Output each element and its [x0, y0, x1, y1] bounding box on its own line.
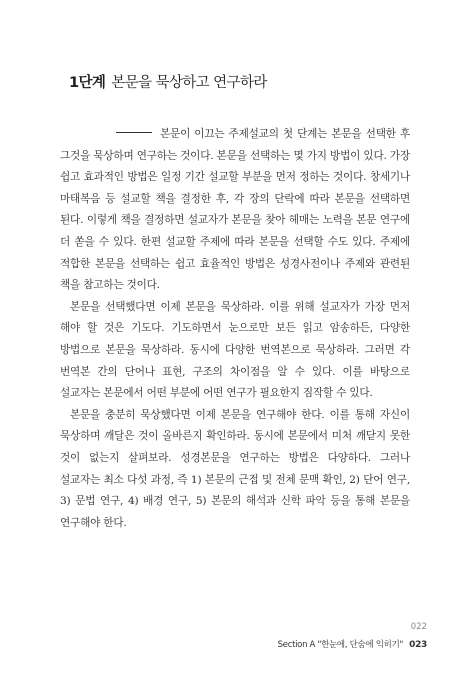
- footer-section-title: Section A "한눈에, 단숨에 익히기": [277, 640, 404, 650]
- step-label: 1단계: [69, 75, 106, 91]
- paragraph-text: 본문이 이끄는 주제설교의 첫 단계는 본문을 선택한 후 그것을 묵상하며 연구하는 것이다. 본문을 선택하는 몇 가지 방법이 있다. 가장 쉽고 효과적인 방법은 일정 기간 설교할 부분을 먼저 정하는 것이다. 창세기나 마태복음 등 설교할 책을 결정한 후, 각 장의 단락에 따라 본문을 선택하면 된다. 이렇게 책을 결정하면 설교자가 본문을 찾아 헤매는 노력을 본문 연구에 더 쏟을 수 있다. 한편 설교할 주제에 따라 본문을 선택할 수도 있다. 주제에 적합한 본문을 선택하는 쉽고 효율적인 방법은 성경사전이나 주제와 관련된 책을 참고하는 것이다.: [60, 128, 410, 292]
- paragraph: 본문을 충분히 묵상했다면 이제 본문을 연구해야 한다. 이를 통해 자신이 묵상하며 깨달은 것이 올바른지 확인하라. 동시에 본문에서 미처 깨닫지 못한 것이 없는지 살펴보라. 성경본문을 연구하는 방법은 다양하다. 그러나 설교자는 최소 다섯 과정, 즉 1) 본문의 근접 및 전체 문맥 확인, 2) 단어 연구, 3) 문법 연구, 4) 배경 연구, 5) 본문의 해석과 신학 파악 등을 통해 본문을 연구해야 한다.: [60, 408, 410, 529]
- page-number: 023: [409, 640, 427, 650]
- section-heading: [69, 71, 409, 92]
- body-text: [60, 124, 410, 534]
- page-number-left: 022: [410, 622, 427, 632]
- page-footer: [278, 638, 427, 650]
- paragraph: 본문을 선택했다면 이제 본문을 묵상하라. 이를 위해 설교자가 가장 먼저 해야 할 것은 기도다. 기도하면서 눈으로만 보든 읽고 암송하든, 다양한 방법으로 본문을 묵상하라. 동시에 다양한 번역본으로 묵상하라. 그러면 각 번역본 간의 단어나 표현, 구조의 차이점을 알 수 있다. 이를 바탕으로 설교자는 본문에서 어떤 부분에 어떤 연구가 필요한지 짐작할 수 있다.: [60, 300, 410, 400]
- paragraph: [60, 124, 410, 297]
- em-dash-rule: [116, 132, 152, 133]
- heading-title: 본문을 묵상하고 연구하라: [111, 75, 267, 91]
